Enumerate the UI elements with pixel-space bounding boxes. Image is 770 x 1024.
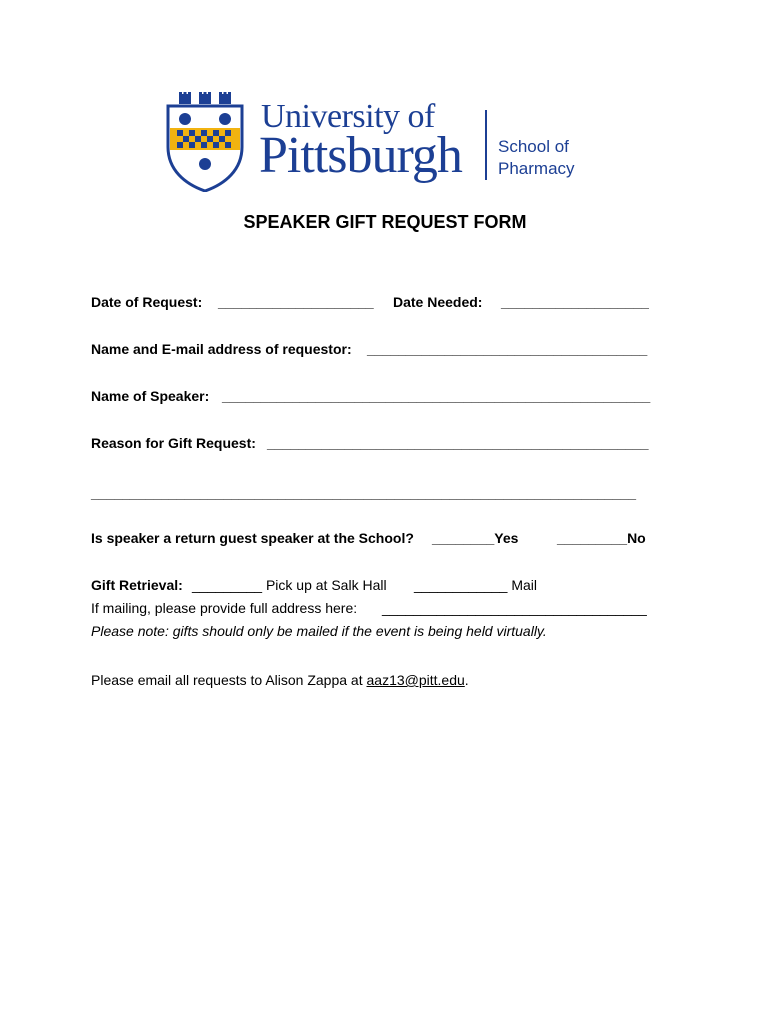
mailing-address-row [91, 599, 691, 617]
requestor-label: Name and E-mail address of requestor: [91, 341, 352, 357]
date-needed-field[interactable]: ___________________ [501, 294, 649, 310]
requestor-row [91, 340, 691, 358]
logo-pittsburgh-text: Pittsburgh [259, 127, 462, 184]
date-needed-label: Date Needed: [393, 294, 483, 310]
logo-school-line1: School of [498, 137, 569, 156]
yes-option[interactable]: ________Yes [432, 530, 519, 546]
reason-field[interactable]: _________________________________________________ [267, 435, 649, 451]
mailing-address-label: If mailing, please provide full address here: [91, 600, 358, 616]
date-request-label: Date of Request: [91, 294, 203, 310]
mailing-note: Please note: gifts should only be mailed if the event is being held virtually. [91, 623, 547, 639]
email-instructions [91, 671, 469, 689]
speaker-row [91, 387, 691, 405]
logo-school-line2: Pharmacy [498, 159, 575, 178]
date-request-field[interactable]: ____________________ [218, 294, 374, 310]
mailing-address-field[interactable]: __________________________________ [382, 600, 647, 616]
email-instructions-end: . [464, 672, 469, 688]
speaker-field[interactable]: _______________________________________________________ [222, 388, 651, 404]
speaker-label: Name of Speaker: [91, 388, 210, 404]
no-option[interactable]: _________No [557, 530, 646, 546]
date-row [91, 293, 691, 311]
return-guest-label: Is speaker a return guest speaker at the School? [91, 530, 414, 546]
logo-university-text: University of [261, 98, 435, 135]
pitt-pharmacy-logo [165, 92, 585, 192]
reason-field-line2[interactable]: ______________________________________________________________________ [91, 485, 637, 501]
gift-retrieval-label: Gift Retrieval: [91, 577, 183, 593]
form-title: SPEAKER GIFT REQUEST FORM [243, 212, 527, 232]
email-instructions-text: Please email all requests to Alison Zappa at [91, 672, 367, 688]
logo-school-text [498, 136, 575, 180]
logo-divider [485, 110, 487, 180]
pickup-option[interactable]: _________ Pick up at Salk Hall [192, 577, 387, 593]
return-guest-row [91, 529, 691, 547]
email-link[interactable]: aaz13@pitt.edu [366, 672, 465, 688]
reason-label: Reason for Gift Request: [91, 435, 256, 451]
reason-row [91, 434, 691, 452]
gift-retrieval-row [91, 576, 691, 594]
mail-option[interactable]: ____________ Mail [414, 577, 537, 593]
university-shield-icon [165, 92, 245, 192]
requestor-field[interactable]: ____________________________________ [367, 341, 648, 357]
